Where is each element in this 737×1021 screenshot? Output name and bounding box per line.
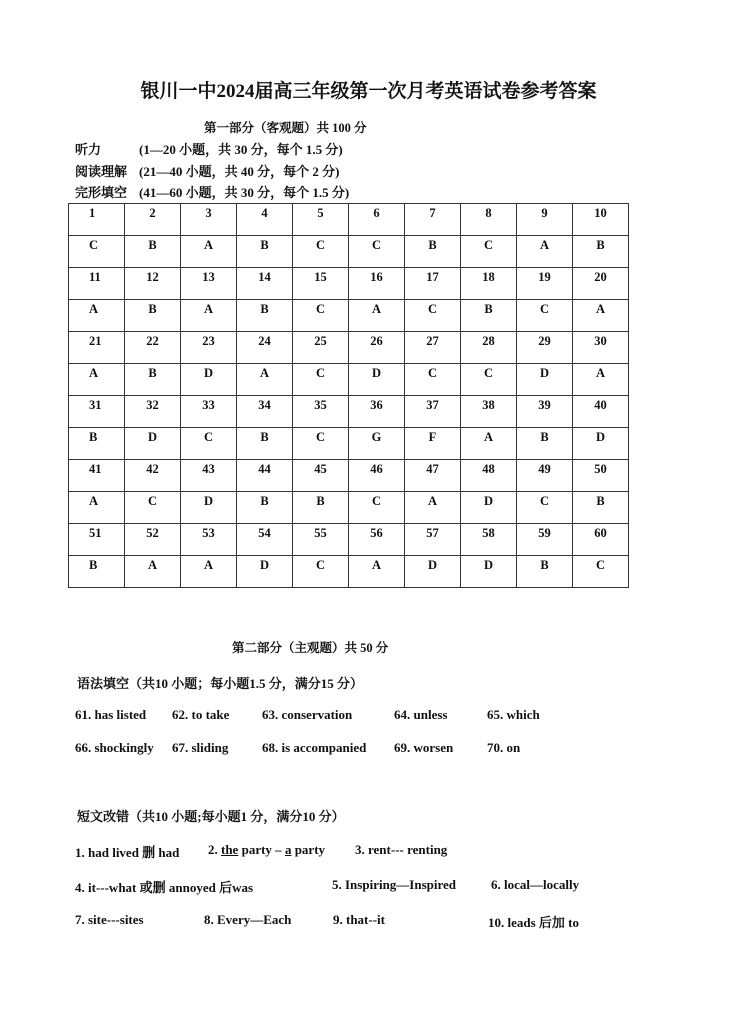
grammar-heading: 语法填空（共10 小题；每小题1.5 分，满分15 分） [77, 676, 364, 691]
table-row-answers [69, 492, 629, 524]
question-number-cell: 23 [181, 332, 237, 364]
underlined-word: a [284, 842, 292, 857]
table-row-numbers [69, 396, 629, 428]
question-number-cell: 12 [125, 268, 181, 300]
question-number-cell: 41 [69, 460, 125, 492]
correction-answer: 9. that--it [333, 912, 385, 927]
answer-cell: D [181, 492, 237, 524]
table-row-answers [69, 364, 629, 396]
grammar-answer: 66. shockingly [75, 740, 154, 755]
question-number-cell: 22 [125, 332, 181, 364]
question-number-cell: 59 [517, 524, 573, 556]
question-number-cell: 29 [517, 332, 573, 364]
question-number-cell: 52 [125, 524, 181, 556]
section-detail: (21—40 小题，共 40 分，每个 2 分) [139, 164, 340, 179]
answer-cell: D [125, 428, 181, 460]
question-number-cell: 44 [237, 460, 293, 492]
answer-cell: A [405, 492, 461, 524]
answer-cell: B [125, 300, 181, 332]
question-number-cell: 20 [573, 268, 629, 300]
question-number-cell: 3 [181, 204, 237, 236]
answer-cell: B [293, 492, 349, 524]
section-listening [75, 139, 343, 158]
answer-cell: C [349, 236, 405, 268]
question-number-cell: 55 [293, 524, 349, 556]
grammar-answer: 68. is accompanied [262, 740, 367, 755]
table-row-numbers [69, 332, 629, 364]
question-number-cell: 5 [293, 204, 349, 236]
question-number-cell: 33 [181, 396, 237, 428]
question-number-cell: 47 [405, 460, 461, 492]
part1-heading: 第一部分（客观题）共 100 分 [204, 121, 367, 135]
question-number-cell: 35 [293, 396, 349, 428]
question-number-cell: 9 [517, 204, 573, 236]
question-number-cell: 38 [461, 396, 517, 428]
answer-cell: B [237, 236, 293, 268]
underlined-word: the [221, 842, 239, 857]
text-segment: party – [238, 842, 285, 857]
table-row-answers [69, 428, 629, 460]
correction-answer: 8. Every—Each [204, 912, 292, 927]
answer-cell: D [237, 556, 293, 588]
table-row-numbers [69, 268, 629, 300]
answer-table [68, 203, 629, 588]
question-number-cell: 39 [517, 396, 573, 428]
answer-cell: B [69, 556, 125, 588]
answer-cell: A [517, 236, 573, 268]
correction-answer: 10. leads 后加 to [488, 915, 580, 930]
answer-cell: C [293, 556, 349, 588]
table-row-numbers [69, 524, 629, 556]
section-label: 完形填空 [75, 185, 128, 200]
answer-cell: A [573, 300, 629, 332]
question-number-cell: 50 [573, 460, 629, 492]
correction-answer: 6. local—locally [491, 877, 580, 892]
answer-cell: D [461, 556, 517, 588]
answer-cell: B [573, 492, 629, 524]
question-number-cell: 60 [573, 524, 629, 556]
correction-answer: 7. site---sites [75, 912, 144, 927]
answer-cell: A [69, 492, 125, 524]
question-number-cell: 48 [461, 460, 517, 492]
grammar-answer: 61. has listed [75, 707, 147, 722]
answer-cell: B [461, 300, 517, 332]
answer-cell: A [69, 364, 125, 396]
grammar-answer: 65. which [487, 707, 540, 722]
question-number-cell: 58 [461, 524, 517, 556]
answer-cell: C [293, 300, 349, 332]
answer-cell: C [461, 364, 517, 396]
question-number-cell: 13 [181, 268, 237, 300]
answer-cell: C [517, 300, 573, 332]
answer-cell: A [349, 300, 405, 332]
correction-row-3 [0, 912, 737, 930]
answer-cell: G [349, 428, 405, 460]
answer-cell: A [69, 300, 125, 332]
question-number-cell: 30 [573, 332, 629, 364]
answer-cell: B [237, 492, 293, 524]
question-number-cell: 19 [517, 268, 573, 300]
table-row-numbers [69, 204, 629, 236]
table-row-answers [69, 300, 629, 332]
question-number-cell: 31 [69, 396, 125, 428]
section-detail: (1—20 小题，共 30 分，每个 1.5 分) [139, 142, 343, 157]
answer-cell: B [237, 300, 293, 332]
question-number-cell: 25 [293, 332, 349, 364]
grammar-answer: 67. sliding [172, 740, 229, 755]
question-number-cell: 10 [573, 204, 629, 236]
answer-cell: D [517, 364, 573, 396]
question-number-cell: 32 [125, 396, 181, 428]
answer-cell: B [405, 236, 461, 268]
section-label: 阅读理解 [75, 164, 128, 179]
answer-cell: C [125, 492, 181, 524]
answer-cell: B [517, 556, 573, 588]
answer-cell: C [349, 492, 405, 524]
question-number-cell: 57 [405, 524, 461, 556]
answer-cell: D [461, 492, 517, 524]
question-number-cell: 4 [237, 204, 293, 236]
answer-cell: A [181, 556, 237, 588]
correction-answer: 1. had lived 删 had [75, 845, 180, 860]
question-number-cell: 36 [349, 396, 405, 428]
answer-cell: D [349, 364, 405, 396]
answer-cell: B [237, 428, 293, 460]
question-number-cell: 43 [181, 460, 237, 492]
question-number-cell: 45 [293, 460, 349, 492]
question-number-cell: 11 [69, 268, 125, 300]
question-number-cell: 6 [349, 204, 405, 236]
answer-cell: A [237, 364, 293, 396]
answer-cell: C [405, 300, 461, 332]
answer-cell: A [181, 236, 237, 268]
question-number-cell: 27 [405, 332, 461, 364]
answer-cell: B [517, 428, 573, 460]
grammar-answer: 69. worsen [394, 740, 454, 755]
question-number-cell: 21 [69, 332, 125, 364]
section-detail: (41—60 小题，共 30 分，每个 1.5 分) [139, 185, 350, 200]
grammar-answer: 64. unless [394, 707, 448, 722]
answer-cell: D [181, 364, 237, 396]
correction-answer: 5. Inspiring—Inspired [332, 877, 457, 892]
answer-cell: A [181, 300, 237, 332]
answer-table-body [69, 204, 629, 588]
correction-heading: 短文改错（共10 小题;每小题1 分，满分10 分） [77, 809, 345, 824]
question-number-cell: 40 [573, 396, 629, 428]
question-number-cell: 37 [405, 396, 461, 428]
answer-cell: C [293, 236, 349, 268]
question-number-cell: 49 [517, 460, 573, 492]
page-title: 银川一中2024届高三年级第一次月考英语试卷参考答案 [140, 81, 597, 102]
text-segment: party [291, 842, 326, 857]
table-row-numbers [69, 460, 629, 492]
correction-answer: 3. rent--- renting [355, 842, 448, 857]
question-number-cell: 56 [349, 524, 405, 556]
question-number-cell: 46 [349, 460, 405, 492]
question-number-cell: 28 [461, 332, 517, 364]
answer-cell: C [293, 364, 349, 396]
grammar-row-1 [0, 707, 737, 725]
answer-cell: C [573, 556, 629, 588]
question-number-cell: 7 [405, 204, 461, 236]
grammar-row-2 [0, 740, 737, 758]
question-number-cell: 51 [69, 524, 125, 556]
question-number-cell: 34 [237, 396, 293, 428]
answer-cell: A [461, 428, 517, 460]
part2-heading: 第二部分（主观题）共 50 分 [232, 641, 389, 655]
answer-cell: A [125, 556, 181, 588]
grammar-answer: 63. conservation [262, 707, 353, 722]
answer-cell: B [69, 428, 125, 460]
grammar-answer: 62. to take [172, 707, 230, 722]
question-number-cell: 53 [181, 524, 237, 556]
question-number-cell: 17 [405, 268, 461, 300]
correction-answer-2 [208, 842, 325, 858]
answer-cell: D [573, 428, 629, 460]
correction-answer: 4. it---what 或删 annoyed 后was [75, 880, 254, 895]
answer-cell: A [573, 364, 629, 396]
answer-cell: C [405, 364, 461, 396]
answer-cell: D [405, 556, 461, 588]
section-reading [75, 161, 339, 180]
text-segment: 2. [208, 842, 221, 857]
answer-cell: F [405, 428, 461, 460]
question-number-cell: 54 [237, 524, 293, 556]
question-number-cell: 2 [125, 204, 181, 236]
answer-cell: C [293, 428, 349, 460]
answer-cell: C [461, 236, 517, 268]
section-cloze [75, 182, 349, 201]
question-number-cell: 15 [293, 268, 349, 300]
question-number-cell: 16 [349, 268, 405, 300]
question-number-cell: 14 [237, 268, 293, 300]
answer-cell: B [573, 236, 629, 268]
section-label: 听力 [75, 142, 102, 157]
table-row-answers [69, 236, 629, 268]
answer-cell: C [181, 428, 237, 460]
question-number-cell: 42 [125, 460, 181, 492]
question-number-cell: 26 [349, 332, 405, 364]
correction-row-1 [0, 842, 737, 860]
table-row-answers [69, 556, 629, 588]
answer-cell: A [349, 556, 405, 588]
question-number-cell: 18 [461, 268, 517, 300]
question-number-cell: 1 [69, 204, 125, 236]
answer-cell: B [125, 364, 181, 396]
grammar-answer: 70. on [487, 740, 521, 755]
question-number-cell: 8 [461, 204, 517, 236]
correction-row-2 [0, 877, 737, 895]
question-number-cell: 24 [237, 332, 293, 364]
answer-cell: B [125, 236, 181, 268]
answer-cell: C [517, 492, 573, 524]
answer-cell: C [69, 236, 125, 268]
